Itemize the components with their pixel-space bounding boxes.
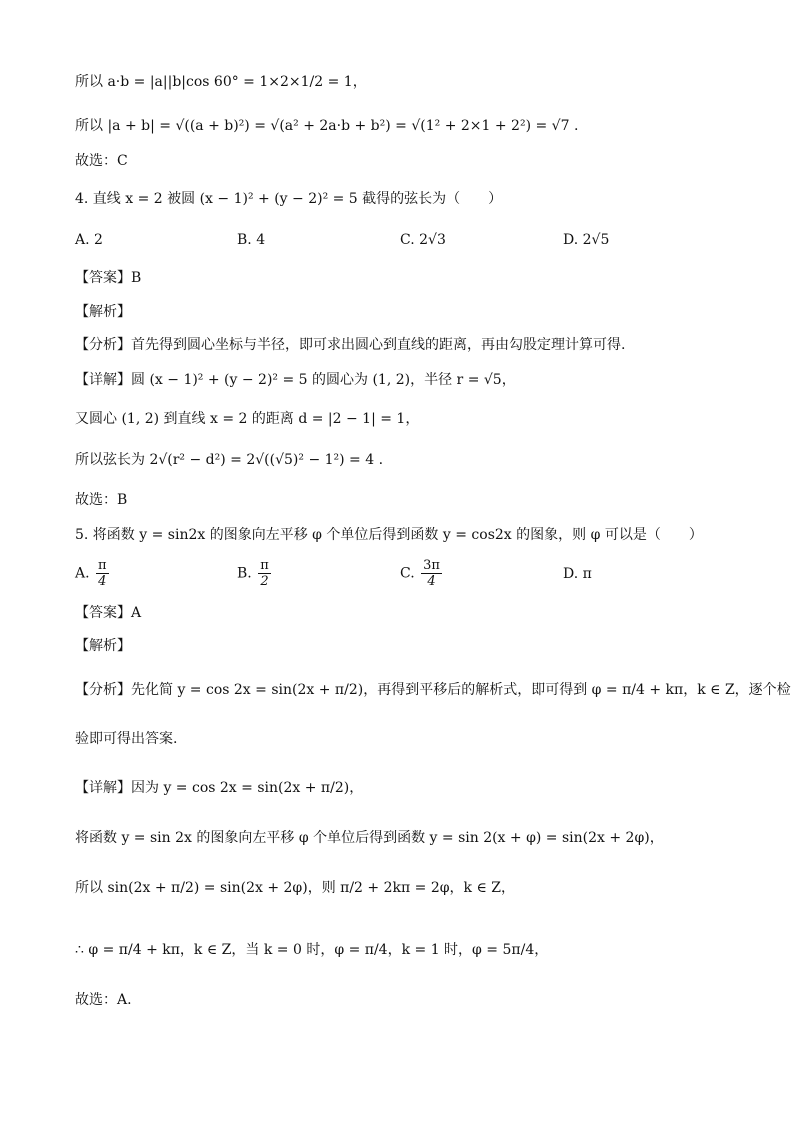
q4-choose: 故选：B — [75, 492, 128, 508]
q4-option-a-label: A. — [75, 232, 90, 248]
q5-option-d — [563, 566, 592, 582]
q4-detail-2: 又圆心 (1, 2) 到直线 x = 2 的距离 d = |2 − 1| = 1， — [75, 411, 420, 427]
q5-option-c-fraction — [421, 558, 442, 589]
q4-option-b-value: 4 — [256, 232, 266, 248]
q5-option-b-denominator: 2 — [260, 574, 269, 589]
q5-analysis-label: 【解析】 — [75, 638, 131, 654]
q4-answer: 【答案】B — [75, 270, 142, 286]
q4-option-b — [237, 232, 265, 248]
q4-option-d — [563, 232, 609, 248]
q5-option-c-label: C. — [400, 565, 415, 582]
q5-option-b-fraction — [258, 558, 271, 589]
text-line-dot-product: 所以 a·b = |a||b|cos 60° = 1×2×1/2 = 1， — [75, 74, 367, 90]
q4-detail-1: 【详解】圆 (x − 1)² + (y − 2)² = 5 的圆心为 (1, 2)，半径 r = √5， — [75, 372, 516, 388]
q4-option-c — [400, 232, 446, 248]
q5-option-a-fraction — [96, 558, 109, 589]
q4-option-c-label: C. — [400, 232, 415, 248]
q5-detail-4: ∴ φ = π/4 + kπ，k ∈ Z，当 k = 0 时，φ = π/4，k = 1 时，φ = 5π/4， — [75, 942, 549, 958]
q5-option-b-label: B. — [237, 565, 252, 582]
q5-analysis-2: 验即可得出答案. — [75, 731, 178, 747]
q5-option-a-denominator: 4 — [98, 574, 107, 589]
q5-option-a-label: A. — [75, 565, 90, 582]
q5-option-b-numerator: π — [260, 558, 269, 573]
q5-analysis-1: 【分析】先化简 y = cos 2x = sin(2x + π/2)，再得到平移后的解析式，即可得到 φ = π/4 + kπ，k ∈ Z，逐个检 — [75, 682, 791, 698]
q5-option-c — [400, 558, 444, 589]
question-5-stem: 5. 将函数 y = sin2x 的图象向左平移 φ 个单位后得到函数 y = cos2x 的图象，则 φ 可以是（ ） — [75, 527, 703, 543]
q5-option-d-label: D. — [563, 566, 579, 582]
q5-detail-2: 将函数 y = sin 2x 的图象向左平移 φ 个单位后得到函数 y = sin 2(x + φ) = sin(2x + 2φ)， — [75, 830, 664, 846]
q4-analysis: 【分析】首先得到圆心坐标与半径，即可求出圆心到直线的距离，再由勾股定理计算可得. — [75, 337, 626, 353]
q4-option-d-value: 2√5 — [582, 232, 610, 248]
q4-option-b-label: B. — [237, 232, 252, 248]
q5-answer: 【答案】A — [75, 605, 142, 621]
q5-choose: 故选：A. — [75, 992, 132, 1008]
q5-option-c-numerator: 3π — [423, 558, 440, 573]
q4-detail-3: 所以弦长为 2√(r² − d²) = 2√((√5)² − 1²) = 4 . — [75, 452, 384, 468]
q4-analysis-label: 【解析】 — [75, 304, 131, 320]
q5-option-c-denominator: 4 — [427, 574, 436, 589]
q4-option-a — [75, 232, 103, 248]
q4-option-c-value: 2√3 — [419, 232, 446, 248]
q4-option-a-value: 2 — [94, 232, 103, 248]
q5-option-a-numerator: π — [98, 558, 107, 573]
text-line-vector-norm: 所以 |a + b| = √((a + b)²) = √(a² + 2a·b + b²) = √(1² + 2×1 + 2²) = √7 . — [75, 118, 579, 134]
q5-option-a — [75, 558, 111, 589]
q5-detail-3: 所以 sin(2x + π/2) = sin(2x + 2φ)，则 π/2 + 2kπ = 2φ，k ∈ Z， — [75, 880, 516, 896]
q5-option-d-value: π — [582, 566, 592, 582]
text-line-choose-c: 故选：C — [75, 153, 128, 169]
q4-option-d-label: D. — [563, 232, 579, 248]
q5-option-b — [237, 558, 273, 589]
q5-detail-1: 【详解】因为 y = cos 2x = sin(2x + π/2)， — [75, 780, 364, 796]
question-4-stem: 4. 直线 x = 2 被圆 (x − 1)² + (y − 2)² = 5 截得的弦长为（ ） — [75, 191, 503, 207]
